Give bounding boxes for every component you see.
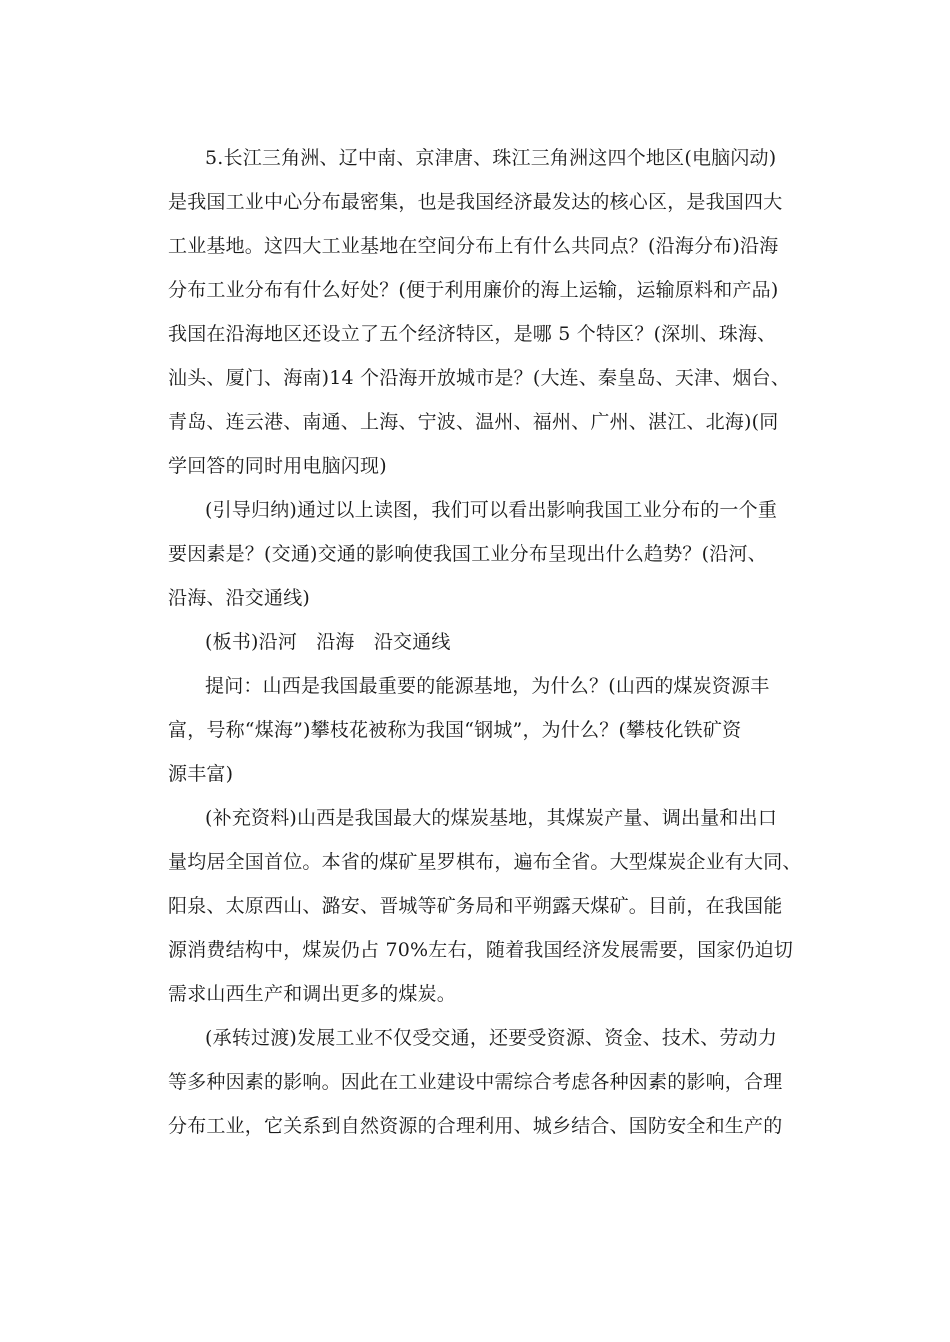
text-line: 学回答的同时用电脑闪现) [168, 455, 387, 477]
text-line: 源丰富) [168, 763, 234, 785]
text-line: (板书)沿河 沿海 沿交通线 [205, 631, 451, 653]
text-line: 工业基地。这四大工业基地在空间分布上有什么共同点？(沿海分布)沿海 [168, 235, 779, 257]
text-line: 青岛、连云港、南通、上海、宁波、温州、福州、广州、湛江、北海)(同 [168, 411, 779, 433]
text-line: 量均居全国首位。本省的煤矿星罗棋布，遍布全省。大型煤炭企业有大同、 [168, 851, 802, 873]
text-line: 我国在沿海地区还设立了五个经济特区，是哪 5 个特区？(深圳、珠海、 [168, 323, 777, 345]
text-line: (补充资料)山西是我国最大的煤炭基地，其煤炭产量、调出量和出口 [205, 807, 778, 829]
text-line: (引导归纳)通过以上读图，我们可以看出影响我国工业分布的一个重 [205, 499, 778, 521]
text-line: 富，号称“煤海”)攀枝花被称为我国“钢城”，为什么？(攀枝化铁矿资 [168, 719, 742, 741]
text-line: 阳泉、太原西山、潞安、晋城等矿务局和平朔露天煤矿。目前，在我国能 [168, 895, 783, 917]
text-line: 分布工业分布有什么好处？(便于利用廉价的海上运输，运输原料和产品) [168, 279, 779, 301]
text-line: 需求山西生产和调出更多的煤炭。 [168, 983, 457, 1005]
text-line: 等多种因素的影响。因此在工业建设中需综合考虑各种因素的影响，合理 [168, 1071, 783, 1093]
text-line: 源消费结构中，煤炭仍占 70%左右，随着我国经济发展需要，国家仍迫切 [168, 939, 794, 961]
text-line: 汕头、厦门、海南)14 个沿海开放城市是？(大连、秦皇岛、天津、烟台、 [168, 367, 791, 389]
text-line: 提问：山西是我国最重要的能源基地，为什么？(山西的煤炭资源丰 [205, 675, 770, 697]
text-line: 要因素是？(交通)交通的影响使我国工业分布呈现出什么趋势？(沿河、 [168, 543, 767, 565]
text-line: 是我国工业中心分布最密集，也是我国经济最发达的核心区，是我国四大 [168, 191, 783, 213]
text-line: 5.长江三角洲、辽中南、京津唐、珠江三角洲这四个地区(电脑闪动) [205, 147, 777, 169]
text-line: 分布工业，它关系到自然资源的合理利用、城乡结合、国防安全和生产的 [168, 1115, 783, 1137]
text-line: (承转过渡)发展工业不仅受交通，还要受资源、资金、技术、劳动力 [205, 1027, 778, 1049]
text-line: 沿海、沿交通线) [168, 587, 311, 609]
